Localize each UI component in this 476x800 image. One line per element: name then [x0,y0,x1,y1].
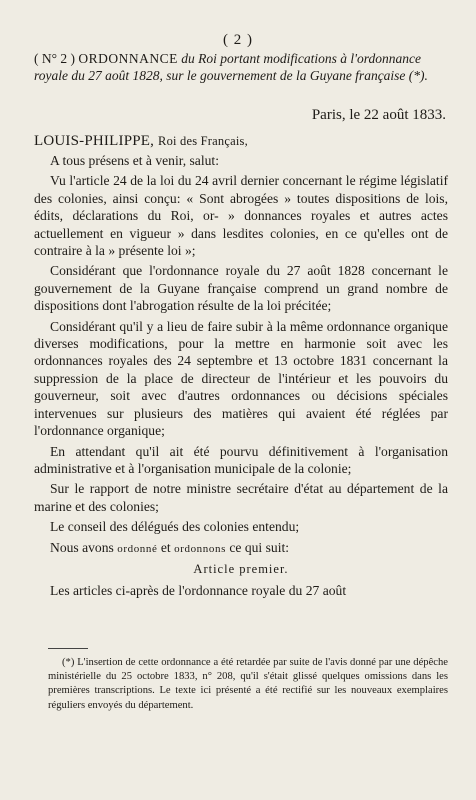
footnote: (*) L'insertion de cette ordonnance a été retardée par suite de l'avis donné par une dépêche ministérielle du 25 octobre 1833, n° 208, qu'il s'était glissé quelques omissions dans les premières transcriptions. Le texte ici présenté a été rectifié sur les nouveaux exemplaires réguliers envoyés du département. [48,657,448,711]
paragraph-considerant-2: Considérant qu'il y a lieu de faire subir à la même ordonnance organique diverses modifications, pour la mettre en harmonie soit avec les ordonnances royales des 24 septembre et 13 octobre 1831 concernant la suppression de la place de directeur de l'intérieur et les pouvoirs du gouverneur, soit avec d'autres ordonnances ou décisions spéciales intervenues sur plusieurs des matières qui avaient été réglées par l'ordonnance organique; [34,318,448,439]
ordinance-heading [34,50,454,84]
ordinance-title: du Roi portant modifications à l'ordonnance royale du 27 août 1828, sur le gouvernement de la Guyane française (*). [34,51,428,83]
ordinance-body [34,152,448,603]
paragraph-en-attendant: En attendant qu'il ait été pourvu définitivement à l'organisation administrative et à l'organisation municipale de la colonie; [34,443,448,476]
paragraph-rapport: Sur le rapport de notre ministre secrétaire d'état au département de la marine et des colonies; [34,481,448,514]
paragraph-considerant-1: Considérant que l'ordonnance royale du 27 août 1828 concernant le gouvernement de la Guyane française comprend un grand nombre de dispositions dont l'abrogation résulte de la loi précitée; [34,263,448,314]
king-line [34,133,248,150]
article-text: Les articles ci-après de l'ordonnance royale du 27 août [50,583,347,599]
paragraph-ordering: Nous avons ordonné et ordonnons ce qui suit: [50,539,290,555]
paragraph-vu: Vu l'article 24 de la loi du 24 avril dernier concernant le régime législatif des colonies, ainsi conçu: « Sont abrogées » toutes dispositions de lois, édits, déclarations du Roi, or- » donnances royales et autres actes actuellement en vigueur » dans lesdites colonies, en ce qu'elles ont de contraire à la » présente loi »; [34,173,448,259]
page-number: ( 2 ) [223,32,253,48]
ordinance-word: ORDONNANCE [78,51,178,66]
salutation: A tous présens et à venir, salut: [50,153,219,168]
king-title: Roi des Français, [158,134,248,148]
ordinance-number: ( N° 2 ) [34,51,76,66]
paragraph-conseil: Le conseil des délégués des colonies entendu; [50,519,300,535]
article-heading: Article premier. [193,561,289,576]
footnote-rule [48,648,88,649]
king-name: LOUIS-PHILIPPE, [34,133,155,149]
dateline: Paris, le 22 août 1833. [311,107,446,123]
